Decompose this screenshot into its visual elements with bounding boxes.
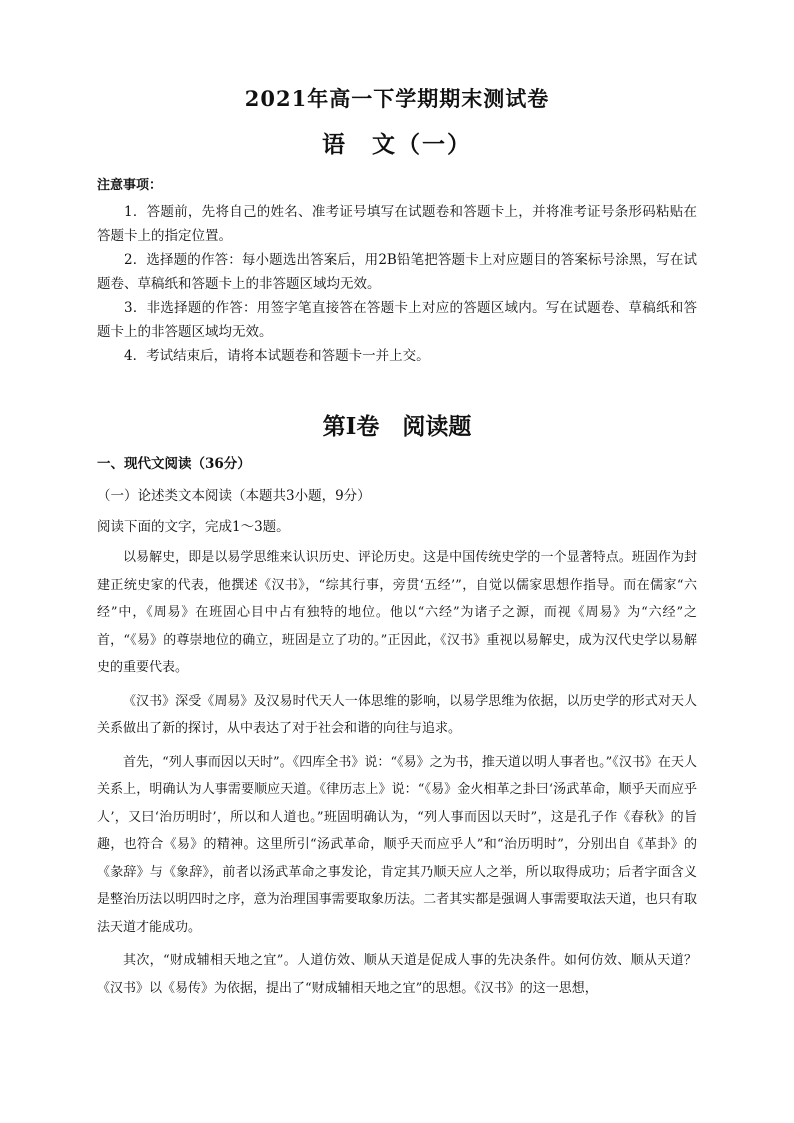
passage-paragraph-3: 首先，“列人事而因以天时”。《四库全书》说：“《易》之为书，推天道以明人事者也。”《汉书》在天人关系上，明确认为人事需要顺应天道。《律历志上》说：“《易》金火相革之卦曰‘汤武革命，顺乎天而应乎人’，又曰‘治历明时’，所以和人道也。”班固明确认为，“列人事而因以天时”，这是孔子作《春秋》的旨趣，也符合《易》的精神。这里所引“汤武革命，顺乎天而应乎人”和“治历明时”，分别出自《革卦》的《彖辞》与《象辞》，前者以汤武革命之事发论，肯定其乃顺天应人之举，所以取得成功；后者字面含义是整治历法以明四时之序，意为治理国事需要取象历法。二者其实都是强调人事需要取法天道，也只有取法天道才能成功。 (97, 754, 697, 935)
subpart-heading: （一）论述类文本阅读（本题共3小题，9分） (97, 488, 371, 504)
note-item-1: 1．答题前，先将自己的姓名、准考证号填写在试题卷和答题卡上，并将准考证号条形码粘贴在答题卡上的指定位置。 (97, 204, 697, 244)
subject-title: 语 文（一） (322, 131, 472, 158)
reading-passage (97, 544, 697, 1002)
notes-list (97, 200, 697, 368)
reading-instruction: 阅读下面的文字，完成1～3题。 (97, 519, 290, 535)
notes-heading: 注意事项： (97, 178, 163, 193)
passage-paragraph-4: 其次，“财成辅相天地之宜”。人道仿效、顺从天道是促成人事的先决条件。如何仿效、顺从天道？《汉书》以《易传》为依据，提出了“财成辅相天地之宜”的思想。《汉书》的这一思想， (97, 953, 697, 996)
section-title: 第Ⅰ卷 阅读题 (322, 413, 472, 440)
note-item-3: 3．非选择题的作答：用签字笔直接答在答题卡上对应的答题区域内。写在试题卷、草稿纸和答题卡上的非答题区域均无效。 (97, 300, 697, 340)
part1-heading: 一、现代文阅读（36分） (97, 456, 251, 472)
note-item-4: 4．考试结束后，请将本试题卷和答题卡一并上交。 (124, 348, 430, 364)
passage-paragraph-1: 以易解史，即是以易学思维来认识历史、评论历史。这是中国传统史学的一个显著特点。班固作为封建正统史家的代表，他撰述《汉书》，“综其行事，旁贯‘五经’”，自觉以儒家思想作指导。而在儒家“六经”中，《周易》在班固心目中占有独特的地位。他以“六经”为诸子之源，而视《周易》为“六经”之首，“《易》的尊崇地位的确立，班固是立了功的。”正因此，《汉书》重视以易解史，成为汉代史学以易解史的重要代表。 (97, 550, 697, 675)
exam-title: 2021年高一下学期期末测试卷 (244, 86, 550, 111)
note-item-2: 2．选择题的作答：每小题选出答案后，用2B铅笔把答题卡上对应题目的答案标号涂黑，写在试题卷、草稿纸和答题卡上的非答题区域均无效。 (97, 252, 697, 292)
passage-paragraph-2: 《汉书》深受《周易》及汉易时代天人一体思维的影响，以易学思维为依据，以历史学的形式对天人关系做出了新的探讨，从中表达了对于社会和谐的向往与追求。 (97, 693, 697, 736)
